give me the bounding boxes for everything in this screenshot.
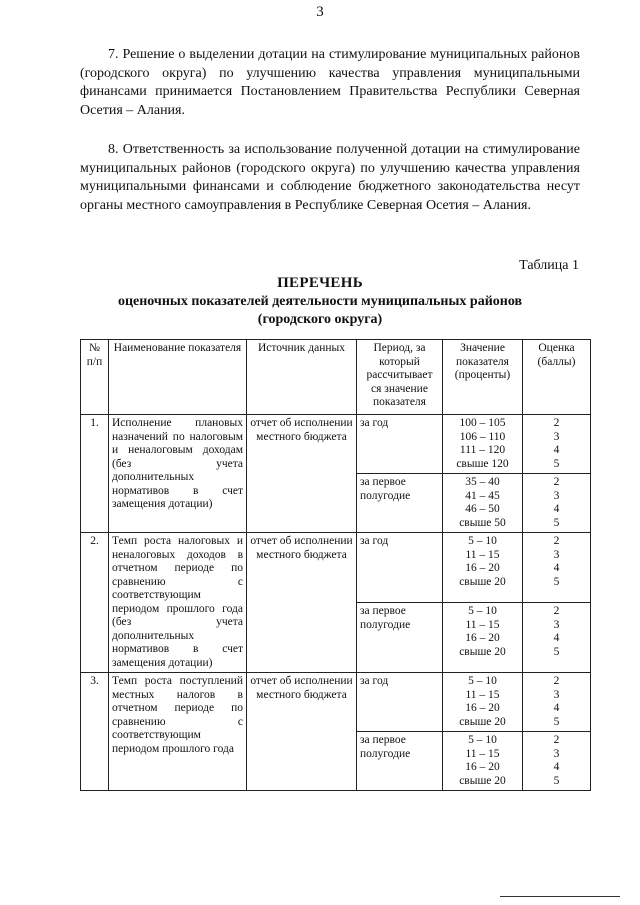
data-source: отчет об исполнении местного бюджета bbox=[247, 415, 357, 533]
scores bbox=[523, 474, 591, 533]
score: 5 bbox=[553, 715, 560, 728]
value-ranges bbox=[443, 673, 523, 732]
value-range: 11 – 15 bbox=[465, 747, 500, 760]
header-num: № п/п bbox=[81, 340, 109, 415]
value-ranges bbox=[443, 533, 523, 603]
scores bbox=[523, 603, 591, 673]
scores bbox=[523, 415, 591, 474]
value-range: 35 – 40 bbox=[465, 476, 500, 488]
value-ranges bbox=[443, 415, 523, 474]
scores bbox=[523, 533, 591, 603]
score: 3 bbox=[553, 618, 560, 631]
value-range: 16 – 20 bbox=[465, 632, 500, 644]
value-range: свыше 20 bbox=[459, 774, 506, 787]
row-number: 3. bbox=[81, 673, 109, 791]
score: 2 bbox=[553, 476, 560, 488]
period-label: за первое полугодие bbox=[357, 474, 443, 533]
table-title: ПЕРЕЧЕНЬ bbox=[277, 275, 363, 291]
score: 3 bbox=[553, 747, 560, 760]
value-range: 106 – 110 bbox=[459, 430, 506, 443]
table-subtitle-line-1: оценочных показателей деятельности муниципальных районов bbox=[117, 294, 523, 309]
value-range: 11 – 15 bbox=[465, 548, 500, 561]
value-range: 11 – 15 bbox=[465, 618, 500, 631]
data-source: отчет об исполнении местного бюджета bbox=[247, 533, 357, 673]
header-period: Период, за который рассчитывает ся значение показателя bbox=[357, 340, 443, 415]
score: 5 bbox=[553, 774, 560, 787]
indicator-name: Темп роста налоговых и неналоговых доходов в отчетном периоде по сравнению с соответствующим периодом прошлого года (без учета дополнительных нормативов в счет замещения дотации) bbox=[109, 533, 247, 673]
score: 5 bbox=[553, 457, 560, 470]
score: 5 bbox=[553, 575, 560, 588]
table-subtitle-line-2: (городского округа) bbox=[257, 312, 383, 327]
footer-rule bbox=[500, 896, 620, 897]
value-range: 16 – 20 bbox=[465, 562, 500, 574]
score: 3 bbox=[553, 548, 560, 561]
score: 4 bbox=[553, 562, 560, 574]
value-range: 111 – 120 bbox=[459, 444, 506, 456]
score: 2 bbox=[553, 734, 560, 746]
paragraph-7-text: 7. Решение о выделении дотации на стимулирование муниципальных районов (городского округа) по улучшению качества управления муниципальными финансами принимается Постановлением Правительства Республики Северная Осетия – Алания. bbox=[80, 47, 580, 118]
row-number: 1. bbox=[81, 415, 109, 533]
score: 4 bbox=[553, 632, 560, 644]
header-score: Оценка (баллы) bbox=[523, 340, 591, 415]
table-row bbox=[81, 415, 591, 474]
value-range: свыше 50 bbox=[459, 516, 506, 529]
period-label: за год bbox=[357, 673, 443, 732]
indicator-name: Исполнение плановых назначений по налоговым и неналоговым доходам (без учета дополнительных нормативов в счет замещения дотации) bbox=[109, 415, 247, 533]
paragraph-7 bbox=[80, 46, 580, 120]
period-label: за первое полугодие bbox=[357, 603, 443, 673]
value-ranges bbox=[443, 474, 523, 533]
data-source: отчет об исполнении местного бюджета bbox=[247, 673, 357, 791]
value-range: 46 – 50 bbox=[465, 503, 500, 515]
value-range: 5 – 10 bbox=[468, 675, 497, 687]
paragraph-8 bbox=[80, 141, 580, 215]
period-label: за первое полугодие bbox=[357, 732, 443, 791]
score: 2 bbox=[553, 605, 560, 617]
value-range: 5 – 10 bbox=[468, 535, 497, 547]
score: 4 bbox=[553, 444, 560, 456]
value-range: свыше 20 bbox=[459, 715, 506, 728]
value-range: 16 – 20 bbox=[465, 761, 500, 773]
value-range: свыше 120 bbox=[456, 457, 509, 470]
value-range: 5 – 10 bbox=[468, 734, 497, 746]
score: 3 bbox=[553, 688, 560, 701]
score: 3 bbox=[553, 430, 560, 443]
score: 3 bbox=[553, 489, 560, 502]
value-range: 100 – 105 bbox=[459, 417, 506, 429]
value-ranges bbox=[443, 732, 523, 791]
value-range: 16 – 20 bbox=[465, 702, 500, 714]
header-name: Наименование показателя bbox=[109, 340, 247, 415]
value-range: 11 – 15 bbox=[465, 688, 500, 701]
header-value: Значение показателя (проценты) bbox=[443, 340, 523, 415]
score: 4 bbox=[553, 761, 560, 773]
table-row bbox=[81, 673, 591, 732]
value-ranges bbox=[443, 603, 523, 673]
score: 4 bbox=[553, 702, 560, 714]
table-row bbox=[81, 533, 591, 603]
scores bbox=[523, 732, 591, 791]
score: 4 bbox=[553, 503, 560, 515]
value-range: 5 – 10 bbox=[468, 605, 497, 617]
score: 2 bbox=[553, 535, 560, 547]
row-number: 2. bbox=[81, 533, 109, 673]
score: 5 bbox=[553, 516, 560, 529]
indicator-name: Темп роста поступлений местных налогов в отчетном периоде по сравнению с соответствующим периодом прошлого года bbox=[109, 673, 247, 791]
page-number: 3 bbox=[316, 4, 324, 20]
scores bbox=[523, 673, 591, 732]
header-source: Источник данных bbox=[247, 340, 357, 415]
period-label: за год bbox=[357, 533, 443, 603]
value-range: свыше 20 bbox=[459, 645, 506, 658]
score: 2 bbox=[553, 675, 560, 687]
paragraph-8-text: 8. Ответственность за использование полученной дотации на стимулирование муниципальных районов (городского округа) по улучшению качества управления муниципальными финансами и соблюдение бюджетного законодательства несут органы местного самоуправления в Республике Северная Осетия – Алания. bbox=[80, 142, 580, 213]
table-header-row bbox=[81, 340, 591, 415]
period-label: за год bbox=[357, 415, 443, 474]
value-range: свыше 20 bbox=[459, 575, 506, 588]
score: 2 bbox=[553, 417, 560, 429]
score: 5 bbox=[553, 645, 560, 658]
value-range: 41 – 45 bbox=[465, 489, 500, 502]
indicators-table bbox=[80, 339, 591, 791]
table-label: Таблица 1 bbox=[519, 258, 579, 273]
